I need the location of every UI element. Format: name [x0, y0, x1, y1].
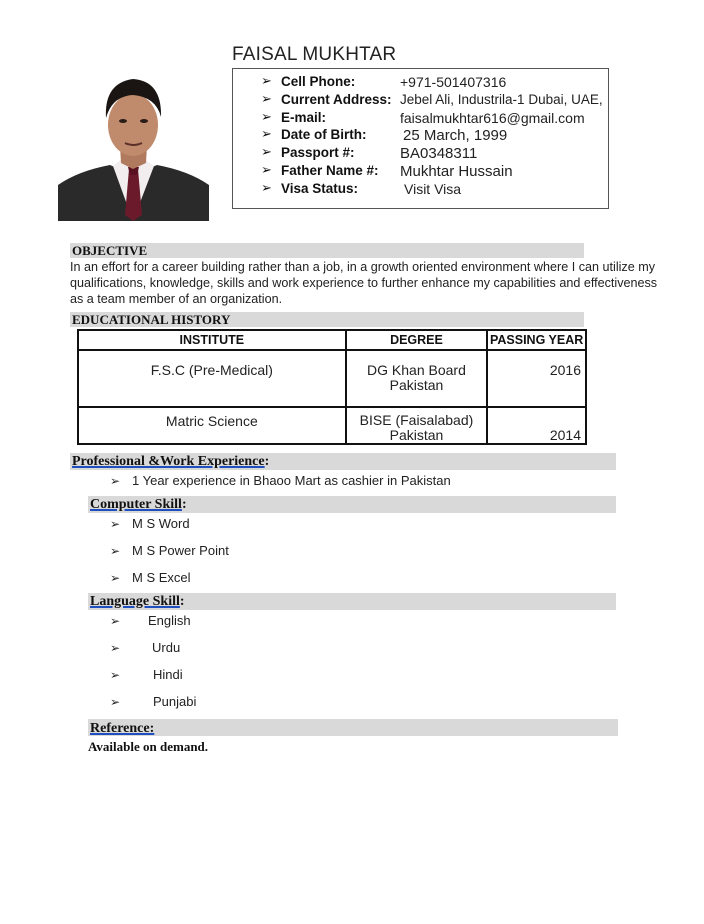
- institute-cell: F.S.C (Pre-Medical): [78, 350, 346, 407]
- arrow-bullet-icon: ➢: [110, 517, 121, 531]
- language-item: Punjabi: [153, 694, 197, 709]
- computer-skill-heading: Computer Skill: [90, 497, 182, 512]
- col-header-passing-year: PASSING YEAR: [487, 330, 586, 350]
- arrow-bullet-icon: ➢: [110, 571, 121, 585]
- language-skill-section-bar: [88, 593, 616, 610]
- contact-value: Visit Visa: [404, 181, 462, 197]
- reference-heading: Reference:: [90, 721, 155, 736]
- contact-value: 25 March, 1999: [403, 127, 508, 144]
- experience-item: 1 Year experience in Bhaoo Mart as cashier in Pakistan: [132, 473, 451, 488]
- list-item: [110, 694, 196, 709]
- arrow-bullet-icon: ➢: [261, 144, 272, 159]
- computer-skill-item: M S Excel: [132, 570, 191, 585]
- arrow-bullet-icon: ➢: [261, 126, 272, 141]
- arrow-bullet-icon: ➢: [110, 474, 121, 488]
- arrow-bullet-icon: ➢: [110, 695, 121, 709]
- arrow-bullet-icon: ➢: [110, 668, 121, 682]
- arrow-bullet-icon: ➢: [110, 544, 121, 558]
- degree-cell: [346, 407, 488, 444]
- contact-label: Father Name #:: [281, 163, 379, 178]
- list-item: [110, 570, 191, 585]
- experience-heading-colon: :: [264, 454, 270, 469]
- objective-heading: OBJECTIVE: [72, 243, 148, 258]
- experience-heading: Professional &Work Experience: [72, 454, 265, 469]
- year-cell: 2014: [487, 407, 586, 444]
- contact-label: Current Address:: [281, 92, 392, 107]
- col-header-institute: INSTITUTE: [78, 330, 346, 350]
- contact-value: Mukhtar Hussain: [400, 163, 513, 180]
- arrow-bullet-icon: ➢: [261, 180, 272, 195]
- list-item: [110, 667, 183, 682]
- objective-text: In an effort for a career building rather than a job, in a growth oriented environment where I can utilize my qualifications, knowledge, skills and work experience to further enhance my capabilities and effectiveness as a team member of an organization.: [70, 260, 658, 306]
- language-item: English: [148, 613, 191, 628]
- arrow-bullet-icon: ➢: [110, 641, 121, 655]
- list-item: [110, 613, 191, 628]
- arrow-bullet-icon: ➢: [261, 162, 272, 177]
- contact-value: +971-501407316: [400, 74, 507, 90]
- col-header-degree: DEGREE: [346, 330, 488, 350]
- degree-cell: [346, 350, 488, 407]
- language-skill-heading-colon: :: [179, 594, 185, 609]
- institute-cell: Matric Science: [78, 407, 346, 444]
- computer-skill-item: M S Word: [132, 516, 190, 531]
- table-header-row: [78, 330, 586, 350]
- contact-label: Passport #:: [281, 145, 355, 160]
- table-row: [78, 407, 586, 444]
- language-item: Urdu: [152, 640, 181, 655]
- education-table: [77, 329, 587, 445]
- experience-section-bar: [70, 453, 616, 470]
- list-item: [110, 640, 180, 655]
- education-section-bar: [70, 312, 584, 327]
- arrow-bullet-icon: ➢: [261, 73, 272, 88]
- profile-photo: [58, 63, 209, 221]
- education-heading: EDUCATIONAL HISTORY: [72, 312, 231, 327]
- computer-skill-heading-colon: :: [181, 497, 187, 512]
- degree-line: DG Khan Board: [367, 362, 466, 378]
- contact-details-box: [232, 68, 609, 209]
- arrow-bullet-icon: ➢: [261, 91, 272, 106]
- contact-label: Cell Phone:: [281, 74, 356, 89]
- contact-value: faisalmukhtar616@gmail.com: [400, 110, 585, 126]
- computer-skill-section-bar: [88, 496, 616, 513]
- language-skill-heading: Language Skill: [90, 594, 180, 609]
- contact-label: Visa Status:: [281, 181, 359, 196]
- contact-label: Date of Birth:: [281, 127, 367, 142]
- degree-line: Pakistan: [389, 377, 444, 393]
- list-item: [110, 543, 229, 558]
- list-item: [110, 516, 190, 531]
- computer-skill-item: M S Power Point: [132, 543, 229, 558]
- arrow-bullet-icon: ➢: [261, 109, 272, 124]
- language-item: Hindi: [153, 667, 183, 682]
- table-row: [78, 350, 586, 407]
- reference-section-bar: [88, 719, 618, 736]
- candidate-name: FAISAL MUKHTAR: [232, 44, 397, 65]
- year-cell: 2016: [487, 350, 586, 407]
- degree-line: BISE (Faisalabad): [359, 412, 474, 428]
- list-item: [110, 473, 451, 488]
- reference-text: Available on demand.: [88, 739, 209, 754]
- degree-line: Pakistan: [389, 427, 444, 443]
- contact-label: E-mail:: [281, 110, 327, 125]
- objective-section-bar: [70, 243, 584, 258]
- arrow-bullet-icon: ➢: [110, 614, 121, 628]
- contact-value: BA0348311: [400, 145, 478, 162]
- contact-value: Jebel Ali, Industrila-1 Dubai, UAE,: [400, 92, 603, 107]
